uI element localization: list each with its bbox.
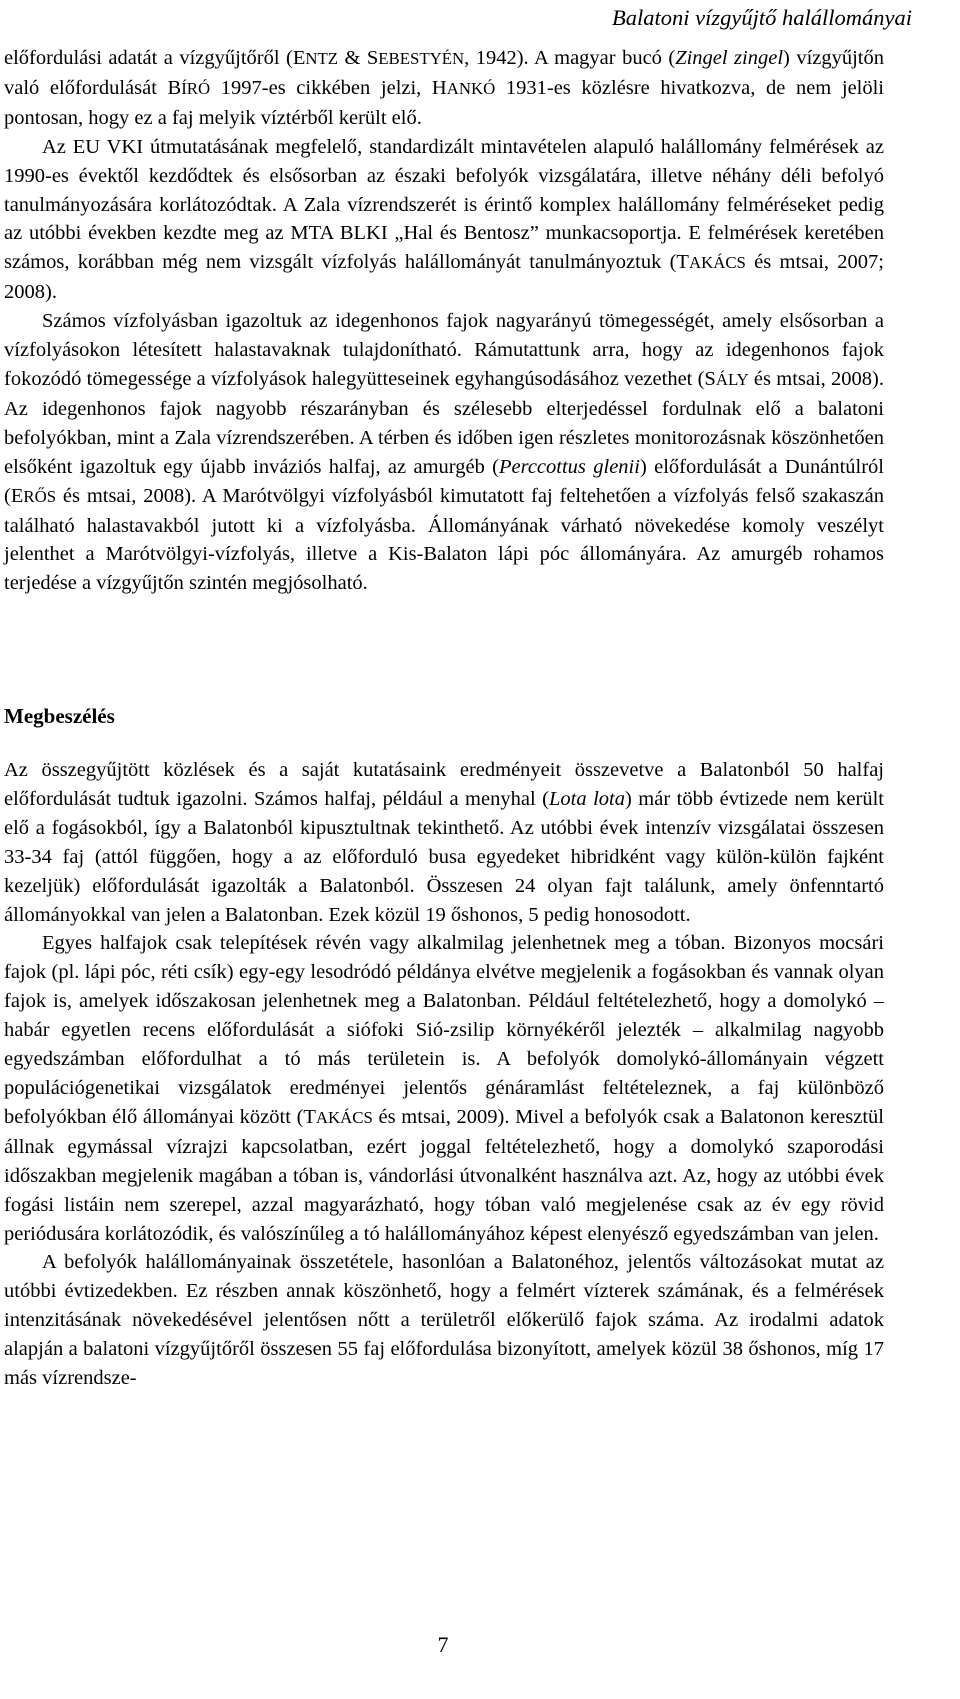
body-text-section-1 [4, 44, 884, 598]
page-number: 7 [437, 1632, 449, 1657]
paragraph-6: A befolyók halállományainak összetétele, hasonlóan a Balatonéhoz, jelentős változásokat mutat az utóbbi évtizedekben. Ez részben annak köszönhető, hogy a felmért vízterek számának, és a felmérések intenzitásának növekedésével jelentősen nőtt a területről előkerülő fajok száma. Az irodalmi adatok alapján a balatoni vízgyűjtőről összesen 55 faj előfordulása bizonyított, amelyek közül 38 őshonos, míg 17 más vízrendsze- [4, 1251, 884, 1390]
paragraph-1: előfordulási adatát a vízgyűjtőről (ENTZ & SEBESTYÉN, 1942). A magyar bucó (Zingel zingel) vízgyűjtőn való előfordulását BÍRÓ 1997-es cikkében jelzi, HANKÓ 1931-es közlésre hivatkozva, de nem jelöli pontosan, hogy ez a faj melyik víztérből került elő. [4, 47, 885, 129]
species-name: Perccottus glenii [499, 455, 640, 478]
species-name: Zingel zingel [675, 47, 784, 69]
species-name: Lota lota [548, 787, 625, 810]
paragraph-5: Egyes halfajok csak telepítések révén vagy alkalmilag jelenhetnek meg a tóban. Bizonyos mocsári fajok (pl. lápi póc, réti csík) egy-egy lesodródó példánya elvétve megjelenik a fogásokban és vannak olyan fajok is, amelyek időszakosan jelenhetnek meg a Balatonban. Például feltételezhető, hogy a domolykó – habár egyetlen recens előfordulását a siófoki Sió-zsilip környékéről jelezték – alkalmilag nagyobb egyedszámban előfordulhat a tó más területein is. A befolyók domolykó-állományain végzett populációgenetikai vizsgálatok eredményei jelentős génáramlást feltételeznek, a faj különböző befolyókban élő állományai között (TAKÁCS és mtsai, 2009). Mivel a befolyók csak a Balatonon keresztül állnak egymással vízrajzi kapcsolatban, ezért joggal feltételezhető, hogy a domolykó szaporodási időszakban megjelenik magában a tóban is, vándorlási útvonalként használva azt. Az, hogy az utóbbi évek fogási listáin nem szerepel, azzal magyarázható, hogy tóban való megjelenése csak az év egy rövid periódusára korlátozódik, és valószínűleg a tó halállományához képest elenyésző egyedszámban van jelen. [4, 932, 884, 1245]
paragraph-4: Az összegyűjtött közlések és a saját kutatásaink eredményeit összevetve a Balatonból 50 halfaj előfordulását tudtuk igazolni. Számos halfaj, például a menyhal (Lota lota) már több évtizede nem került elő a fogásokból, így a Balatonból kipusztultnak tekinthető. Az utóbbi évek intenzív vizsgálatai összesen 33-34 faj (attól függően, hogy a az előforduló busa egyedeket hibridként vagy külön-külön fajként kezeljük) előfordulását igazolták a Balatonból. Összesen 24 olyan fajt találunk, amely önfenntartó állományokkal van jelen a Balatonban. Ezek közül 19 őshonos, 5 pedig honosodott. [4, 759, 884, 926]
running-header: Balatoni vízgyűjtő halállományai [612, 5, 912, 30]
paragraph-3: Számos vízfolyásban igazoltuk az idegenhonos fajok nagyarányú tömegességét, amely elsősorban a vízfolyásokon létesített halastavaknak tulajdonítható. Rámutattunk arra, hogy az idegenhonos fajok fokozódó tömegessége a vízfolyások halegyütteseinek egyhangúsodásához vezethet (SÁLY és mtsai, 2008). Az idegenhonos fajok nagyobb részarányban és szélesebb elterjedéssel fordulnak elő a balatoni befolyókban, mint a Zala vízrendszerében. A térben és időben igen részletes monitorozásnak köszönhetően elsőként igazoltuk egy újabb inváziós halfaj, az amurgéb (Perccottus glenii) előfordulását a Dunántúlról (ERŐS és mtsai, 2008). A Marótvölgyi vízfolyásból kimutatott faj feltehetően a vízfolyás felső szakaszán található halastavakból jutott ki a vízfolyásba. Állományának várható növekedése komoly veszélyt jelenthet a Marótvölgyi-vízfolyás, illetve a Kis-Balaton lápi póc állományára. Az amurgéb rohamos terjedése a vízgyűjtőn szintén megjósolható. [4, 310, 884, 595]
section-heading: Megbeszélés [4, 704, 115, 728]
paragraph-2: Az EU VKI útmutatásának megfelelő, standardizált mintavételen alapuló halállomány felmérések az 1990-es évektől kezdődtek és elsősorban az északi befolyók vizsgálatára, illetve néhány déli befolyó tanulmányozására korlátozódtak. A Zala vízrendszerét is érintő komplex halállomány felméréseket pedig az utóbbi években kezdte meg az MTA BLKI „Hal és Bentosz” munkacsoportja. E felmérések keretében számos, korábban még nem vizsgált vízfolyás halállományát tanulmányoztuk (TAKÁCS és mtsai, 2007; 2008). [4, 135, 885, 304]
body-text-section-2 [4, 756, 884, 1393]
